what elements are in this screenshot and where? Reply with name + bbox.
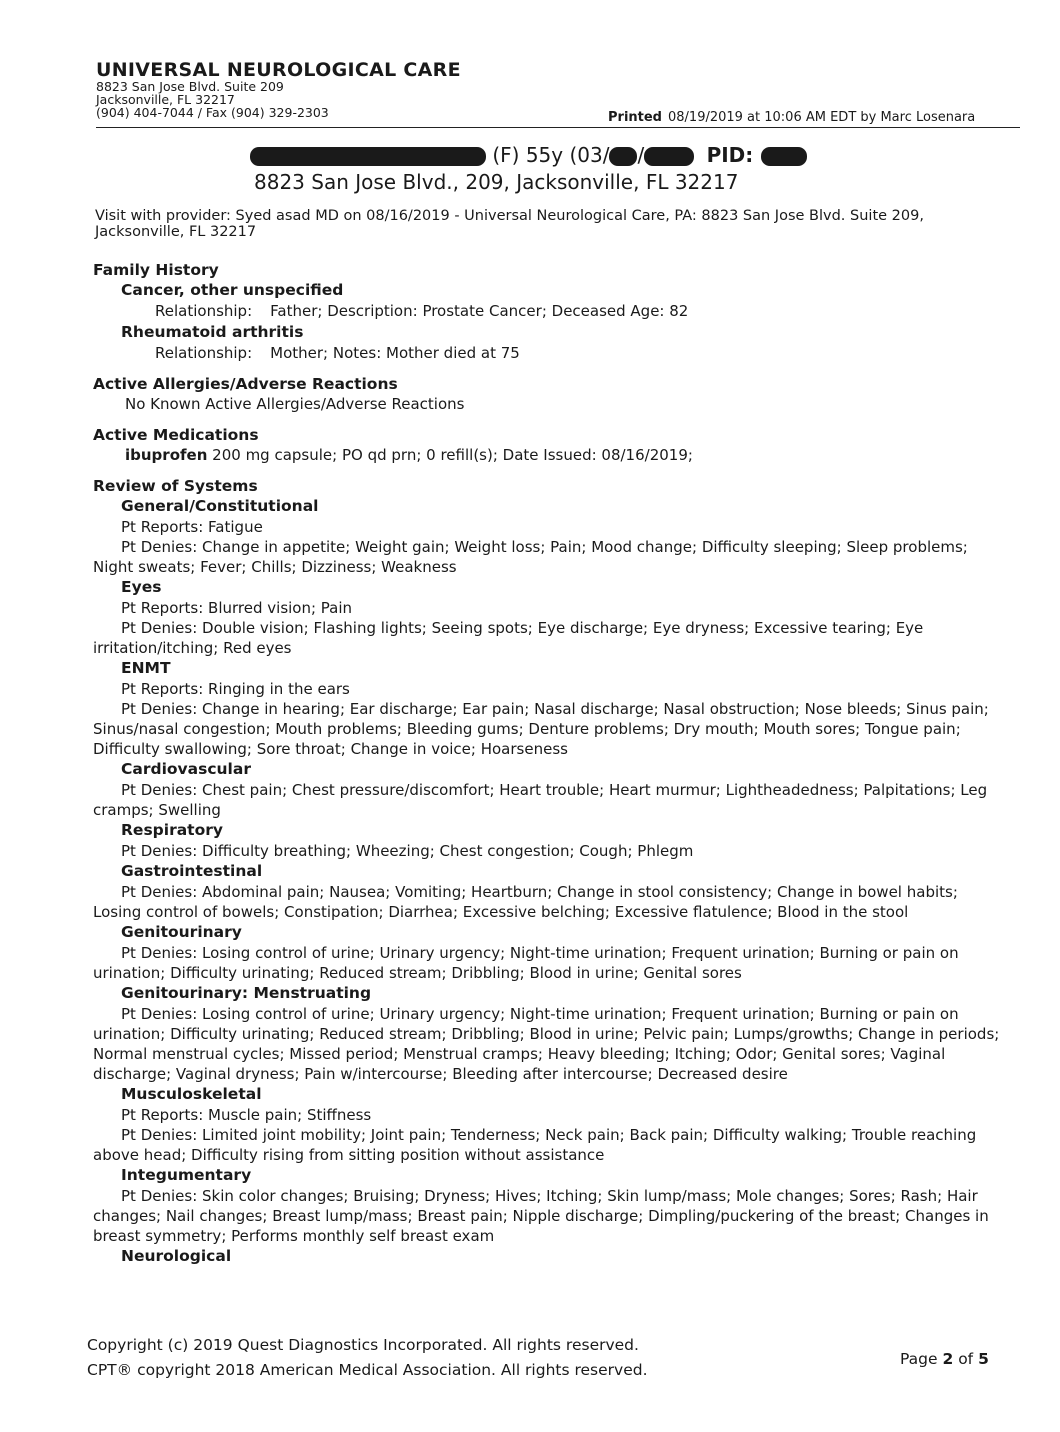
ros-reports: Pt Reports: Blurred vision; Pain — [121, 599, 353, 617]
ros-denies: Pt Denies: Difficulty breathing; Wheezing; Chest congestion; Cough; Phlegm — [121, 842, 694, 860]
family-history-condition: Cancer, other unspecified — [121, 281, 344, 299]
copyright-quest: Copyright (c) 2019 Quest Diagnostics Incorporated. All rights reserved. — [87, 1336, 639, 1354]
redacted-name — [250, 147, 486, 166]
printed-label: Printed — [608, 110, 662, 125]
ros-system-heading: Cardiovascular — [121, 760, 251, 778]
header-divider — [96, 127, 1020, 128]
copyright-ama: CPT® copyright 2018 American Medical Association. All rights reserved. — [87, 1361, 648, 1379]
patient-line — [250, 143, 807, 167]
medication-item — [93, 445, 1008, 466]
page-total: 5 — [978, 1350, 989, 1368]
ros-reports: Pt Reports: Muscle pain; Stiffness — [121, 1106, 372, 1124]
allergies-text: No Known Active Allergies/Adverse Reactions — [125, 395, 465, 413]
ros-system-heading: Integumentary — [121, 1166, 252, 1184]
printed-info — [608, 110, 975, 125]
printed-text: 08/19/2019 at 10:06 AM EDT by Marc Losenara — [668, 110, 976, 125]
relationship-label: Relationship: — [155, 344, 253, 362]
patient-address: 8823 San Jose Blvd., 209, Jacksonville, FL 32217 — [254, 170, 739, 194]
ros-denies: Pt Denies: Abdominal pain; Nausea; Vomiting; Heartburn; Change in stool consistency; Change in bowel habits; Losing control of bowels; Constipation; Diarrhea; Excessive belching; Excessive flatulence; Blood in the stool — [93, 883, 958, 921]
ros-denies: Pt Denies: Losing control of urine; Urinary urgency; Night-time urination; Frequent urination; Burning or pain on urination; Difficulty urinating; Reduced stream; Dribbling; Blood in urine; Genital sores — [93, 944, 959, 982]
page-of: of — [958, 1350, 974, 1368]
family-history-list — [93, 280, 1008, 364]
relationship-label: Relationship: — [155, 302, 253, 320]
ros-system-heading: Gastrointestinal — [121, 862, 263, 880]
ros-system-heading: Genitourinary — [121, 923, 242, 941]
ros-reports: Pt Reports: Fatigue — [121, 518, 263, 536]
redacted-dob-year — [644, 147, 694, 166]
relationship-detail: Father; Description: Prostate Cancer; Deceased Age: 82 — [270, 302, 689, 320]
address-line-1: 8823 San Jose Blvd. Suite 209 — [96, 79, 284, 94]
medication-details: 200 mg capsule; PO qd prn; 0 refill(s); Date Issued: 08/16/2019; — [212, 446, 693, 464]
redacted-dob-day — [609, 147, 637, 166]
ros-denies: Pt Denies: Losing control of urine; Urinary urgency; Night-time urination; Frequent urination; Burning or pain on urination; Difficulty urinating; Reduced stream; Dribbling; Blood in urine; Pelvic pain; Lumps/growths; Change in periods; Normal menstrual cycles; Missed period; Menstrual cramps; Heavy bleeding; Itching; Odor; Genital sores; Vaginal discharge; Vaginal dryness; Pain w/intercourse; Bleeding after intercourse; Decreased desire — [93, 1005, 1000, 1083]
ros-denies: Pt Denies: Limited joint mobility; Joint pain; Tenderness; Neck pain; Back pain; Difficulty walking; Trouble reaching above head; Difficulty rising from sitting position without assistance — [93, 1126, 977, 1164]
visit-info: Visit with provider: Syed asad MD on 08/16/2019 - Universal Neurological Care, PA: 8823 San Jose Blvd. Suite 209, Jacksonville, FL 32217 — [95, 208, 924, 240]
ros-system-heading: Respiratory — [121, 821, 223, 839]
pid-label: PID: — [706, 143, 754, 167]
family-history-heading: Family History — [93, 261, 219, 279]
family-history-condition: Rheumatoid arthritis — [121, 323, 304, 341]
ros-system-heading: Musculoskeletal — [121, 1085, 262, 1103]
ros-system-heading: Eyes — [121, 578, 162, 596]
medications-heading: Active Medications — [93, 426, 259, 444]
ros-reports: Pt Reports: Ringing in the ears — [121, 680, 350, 698]
page-current: 2 — [942, 1350, 954, 1368]
page-word: Page — [900, 1350, 938, 1368]
ros-denies: Pt Denies: Skin color changes; Bruising; Dryness; Hives; Itching; Skin lump/mass; Mole changes; Sores; Rash; Hair changes; Nail changes; Breast lump/mass; Breast pain; Nipple discharge; Dimpling/puckering of the breast; Changes in breast symmetry; Performs monthly self breast exam — [93, 1187, 989, 1245]
relationship-detail: Mother; Notes: Mother died at 75 — [270, 344, 520, 362]
redacted-pid — [761, 147, 807, 166]
organization-name: UNIVERSAL NEUROLOGICAL CARE — [96, 59, 461, 81]
allergies-heading: Active Allergies/Adverse Reactions — [93, 375, 398, 393]
patient-sex-age: (F) 55y (03/ — [492, 143, 610, 167]
ros-denies: Pt Denies: Change in hearing; Ear discharge; Ear pain; Nasal discharge; Nasal obstruction; Nose bleeds; Sinus pain; Sinus/nasal congestion; Mouth problems; Bleeding gums; Denture problems; Dry mouth; Mouth sores; Tongue pain; Difficulty swallowing; Sore throat; Change in voice; Hoarseness — [93, 700, 989, 758]
ros-denies: Pt Denies: Double vision; Flashing lights; Seeing spots; Eye discharge; Eye dryness; Excessive tearing; Eye irritation/itching; Red eyes — [93, 619, 924, 657]
record-content — [93, 260, 1008, 1267]
family-history-detail-row — [93, 343, 1008, 364]
ros-denies: Pt Denies: Chest pain; Chest pressure/discomfort; Heart trouble; Heart murmur; Lightheadedness; Palpitations; Leg cramps; Swelling — [93, 781, 988, 819]
dob-separator: / — [637, 143, 645, 167]
review-of-systems-heading: Review of Systems — [93, 477, 258, 495]
phone-fax: (904) 404-7044 / Fax (904) 329-2303 — [96, 105, 329, 120]
ros-system-heading: General/Constitutional — [121, 497, 319, 515]
footer-copyright — [87, 1333, 648, 1383]
organization-header — [96, 60, 461, 119]
family-history-detail-row — [93, 301, 1008, 322]
review-of-systems-list — [93, 496, 1008, 1267]
medication-name: ibuprofen — [125, 446, 208, 464]
address-line-2: Jacksonville, FL 32217 — [96, 92, 235, 107]
ros-system-heading: Genitourinary: Menstruating — [121, 984, 372, 1002]
ros-denies: Pt Denies: Change in appetite; Weight gain; Weight loss; Pain; Mood change; Difficulty sleeping; Sleep problems; Night sweats; Fever; Chills; Dizziness; Weakness — [93, 538, 968, 576]
ros-system-heading: Neurological — [121, 1247, 232, 1265]
ros-system-heading: ENMT — [121, 659, 171, 677]
page-number — [900, 1350, 989, 1368]
